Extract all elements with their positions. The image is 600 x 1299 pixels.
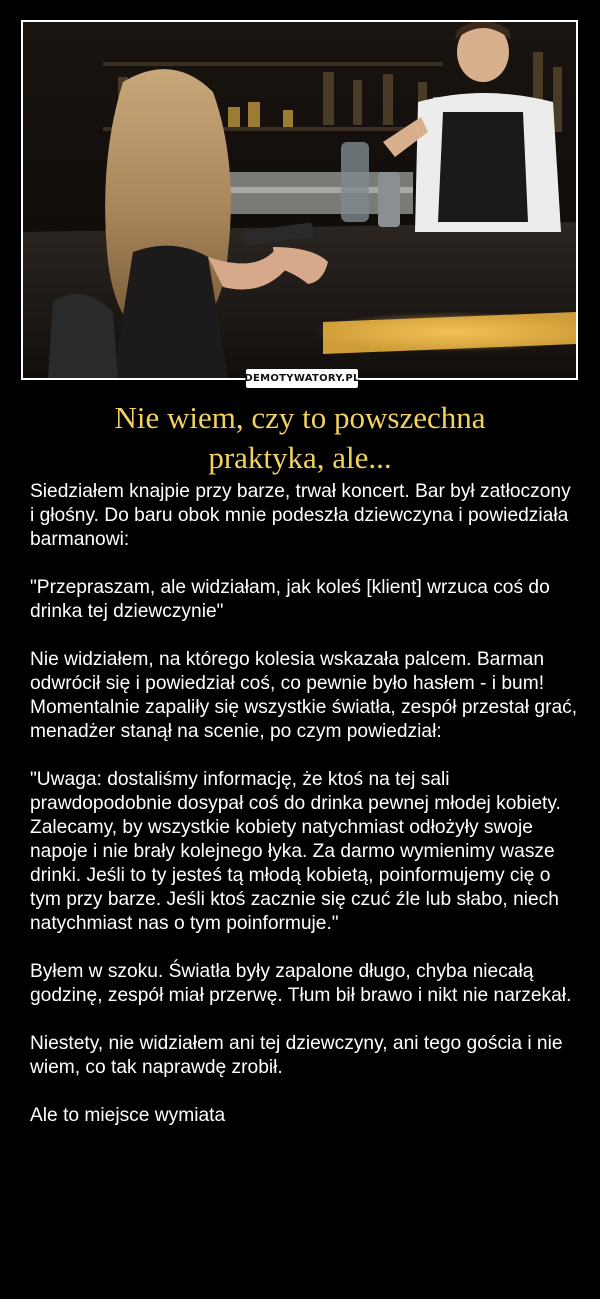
paragraph: Ale to miejsce wymiata [30,1105,226,1126]
paragraph: "Przepraszam, ale widziałam, jak koleś [klient] wrzuca coś do drinka tej dziewczynie" [30,577,550,622]
bar-photo [21,20,578,380]
paragraph: Byłem w szoku. Światła były zapalone długo, chyba niecałą godzinę, zespół miał przerwę. Tłum bił brawo i nikt nie narzekał. [30,961,572,1006]
bar-scene-illustration [23,22,576,378]
story-text [30,480,578,1128]
paragraph: Nie widziałem, na którego kolesia wskazała palcem. Barman odwrócił się i powiedział coś, co pewnie było hasłem - i bum! Momentalnie zapaliły się wszystkie światła, zespół przestał grać, menadżer stanął na scenie, po czym powiedział: [30,649,578,742]
demotywatory-logo[interactable]: DEMOTYWATORY.PL [246,369,358,388]
paragraph: Niestety, nie widziałem ani tej dziewczyny, ani tego gościa i nie wiem, co tak naprawdę zrobił. [30,1033,563,1078]
paragraph: "Uwaga: dostaliśmy informację, że ktoś na tej sali prawdopodobnie dosypał coś do drinka pewnej młodej kobiety. Zalecamy, by wszystkie kobiety natychmiast odłożyły swoje napoje i nie brały kolejnego łyka. Za darmo wymienimy wasze drinki. Jeśli to ty jesteś tą młodą kobietą, poinformujemy cię o tym przy barze. Jeśli ktoś zacznie się czuć źle lub słabo, niech natychmiast nas o tym poinformuje." [30,769,561,934]
post-title: Nie wiem, czy to powszechna praktyka, ale... [114,400,486,475]
paragraph: Siedziałem knajpie przy barze, trwał koncert. Bar był zatłoczony i głośny. Do baru obok mnie podeszła dziewczyna i powiedziała barmanowi: [30,481,571,550]
